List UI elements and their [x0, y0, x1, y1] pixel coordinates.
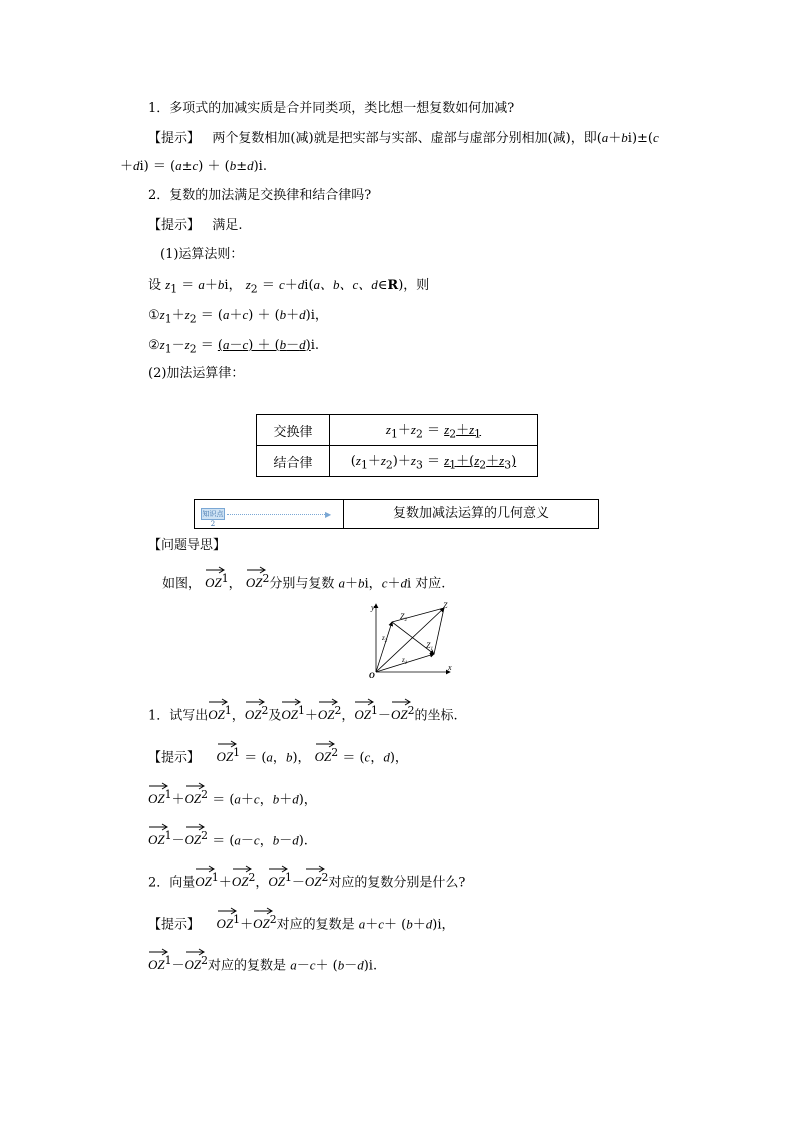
var-c: c — [253, 832, 260, 848]
plus-sign: ＋ — [286, 308, 300, 323]
underlined-answer — [444, 422, 482, 441]
in-sign: ∈ — [377, 278, 388, 293]
minus-sign: － — [171, 338, 185, 353]
subscript: 1 — [474, 427, 482, 441]
plus-sign: ＋ — [171, 308, 185, 323]
var-z: z — [165, 277, 171, 292]
subscript: 2 — [189, 312, 197, 326]
subscript: 2 — [479, 458, 487, 472]
subscript: 1 — [390, 427, 398, 441]
var-b: b — [279, 307, 287, 322]
plus-sign: ＋ — [240, 917, 254, 933]
circled-one: ① — [148, 308, 160, 323]
label-x: x — [448, 663, 452, 672]
imag-unit: i( — [304, 278, 314, 293]
law-name: 交换律 — [257, 415, 330, 446]
comma: ， — [259, 833, 273, 849]
var-a: a — [222, 337, 230, 352]
hint-4-label: 【提示】 — [148, 917, 201, 933]
vector-oz2: OZ — [318, 707, 335, 723]
formula-difference: $②z_1-z_2 = (a-c) + (b-d)i$. — [148, 337, 320, 356]
var-z: z — [380, 453, 386, 469]
imag-unit: i， — [364, 576, 382, 592]
minus-sign: － — [344, 958, 358, 974]
figure-intro — [162, 571, 445, 592]
underlined-answer: $z_1+(z_2+z_3)$ — [444, 453, 517, 472]
vector-oz1: OZ — [281, 707, 298, 723]
vector-oz2: OZ — [185, 832, 202, 848]
plus-sign: ＋ — [486, 454, 500, 470]
var-c: c — [278, 277, 285, 292]
section-title: 复数加减法运算的几何意义 — [392, 506, 549, 521]
var-z: z — [184, 337, 190, 352]
question-1 — [148, 101, 514, 117]
var-z: z — [469, 422, 475, 438]
var-c: c — [653, 130, 659, 145]
label-Z1: $Z_1$ — [426, 641, 433, 652]
var-b: b — [621, 130, 628, 145]
vector-oz2: OZ — [391, 707, 408, 723]
arrow-icon: ▶ — [325, 510, 332, 519]
vector-oz1: OZ — [205, 575, 222, 591]
var-c: c — [381, 575, 388, 591]
hint-1-label: 【提示】 — [148, 131, 201, 146]
imag-unit: i， — [224, 278, 242, 293]
superscript: 1 — [221, 572, 229, 585]
superscript: 2 — [262, 572, 270, 585]
edge-z1-z — [434, 608, 444, 654]
var-c: c — [242, 337, 249, 352]
vector-oz2: OZ — [245, 707, 262, 723]
plus-sign: ＋ ( — [315, 958, 338, 974]
sep: ， — [341, 708, 355, 724]
law-name: 结合律 — [257, 446, 330, 477]
var-d: d — [297, 277, 305, 292]
difference-coordinates — [148, 828, 308, 849]
comma: ， — [370, 750, 384, 766]
vector-oz2: OZ — [315, 749, 332, 765]
plus-sign: ＋ — [204, 278, 218, 293]
plus-sign: ＋ — [284, 278, 298, 293]
var-b: b — [229, 158, 237, 173]
minus-sign: － — [377, 708, 391, 724]
hint-4-end: )i， — [432, 917, 455, 933]
var-d: d — [400, 575, 407, 591]
eq-sign: ＝ — [261, 278, 275, 293]
circled-two: ② — [148, 338, 160, 353]
q4-pre: 2．向量 — [148, 875, 196, 891]
superscript: 2 — [248, 871, 256, 884]
and-word: 及 — [268, 708, 282, 724]
minus-sign: － — [286, 338, 300, 353]
var-a: a — [338, 575, 345, 591]
superscript: 1 — [224, 704, 232, 717]
var-b: b — [406, 916, 413, 932]
var-b: b — [217, 277, 225, 292]
pm-sign: ± — [236, 159, 248, 174]
hint-2-label: 【提示】 — [148, 218, 201, 233]
label-z1: $z_1$ — [402, 656, 408, 666]
vector-oz1: OZ — [354, 707, 371, 723]
section-banner — [194, 499, 599, 529]
eq-text: ) ＋ ( — [198, 159, 230, 174]
var-d: d — [357, 957, 364, 973]
vector-oz1: OZ — [148, 791, 165, 807]
close-paren: )， — [298, 792, 317, 808]
var-c: c — [378, 916, 385, 932]
var-d: d — [425, 916, 433, 932]
vector-oz2: OZ — [246, 575, 263, 591]
minus-sign: － — [291, 875, 305, 891]
eq-sign: ＝ — [181, 278, 195, 293]
eq-end: )i， — [305, 308, 328, 323]
superscript: 2 — [201, 954, 209, 967]
var-b: b — [285, 749, 293, 765]
comma: ， — [259, 792, 273, 808]
superscript: 2 — [201, 788, 209, 801]
var-d: d — [383, 749, 390, 765]
var-z: z — [410, 453, 416, 469]
def-pre: 设 — [148, 278, 162, 293]
plus-sign: ＋ — [397, 423, 411, 439]
var-a: a — [222, 307, 230, 322]
var-z: z — [385, 422, 391, 438]
var-d: d — [133, 158, 140, 173]
eq-text: i) ＝ ( — [139, 159, 176, 174]
var-z: z — [444, 453, 450, 469]
vector-oz1: OZ — [195, 874, 212, 890]
label-z2: $z_2$ — [382, 634, 388, 644]
var-c: c — [309, 957, 316, 973]
subscript: 2 — [449, 427, 457, 441]
table-row — [257, 446, 538, 477]
var-c: c — [192, 158, 199, 173]
plus-sign: ＋ — [240, 792, 254, 808]
eq-text: ＝ ( — [342, 750, 365, 766]
subscript: 1 — [360, 458, 368, 472]
hint-1 — [148, 130, 659, 147]
guide-label: 【问题导思】 — [148, 538, 227, 553]
plus-sign: ＋ — [608, 131, 622, 146]
question-4 — [148, 870, 465, 891]
parallelogram-figure — [362, 600, 458, 678]
plus-sign: ＋ ( — [384, 917, 407, 933]
vector-oz2: OZ — [253, 916, 270, 932]
var-z: z — [245, 277, 251, 292]
superscript: 2 — [334, 704, 342, 717]
var-a: a — [234, 832, 241, 848]
rule-1-heading — [160, 247, 243, 263]
knowledge-badge: 知识点2 — [202, 510, 224, 528]
var-d: d — [292, 791, 299, 807]
var-z: z — [159, 307, 165, 322]
var-z: z — [184, 307, 190, 322]
subscript: 2 — [250, 282, 258, 296]
subscript: 1 — [449, 458, 457, 472]
comma: ， — [272, 750, 286, 766]
superscript: 2 — [269, 913, 277, 926]
eq-text: ＝ ( — [200, 308, 223, 323]
close-paren: ). — [298, 833, 308, 849]
plus-sign: ＋ — [120, 159, 134, 174]
vector-oz2: OZ — [185, 791, 202, 807]
vector-oz1: OZ — [217, 749, 234, 765]
superscript: 1 — [233, 746, 241, 759]
eq-sign: ＝ — [426, 423, 440, 439]
sep: ， — [228, 576, 242, 592]
question-1-text: 1．多项式的加减实质是合并同类项，类比想一想复数如何加减? — [148, 101, 515, 116]
law-formula — [330, 415, 538, 446]
question-3 — [148, 703, 458, 724]
var-list: a、b、c、d — [313, 277, 378, 292]
plus-sign: ＋ — [171, 792, 185, 808]
label-Z: Z — [443, 601, 448, 610]
subscript: 1 — [170, 282, 178, 296]
var-a: a — [290, 957, 297, 973]
var-c: c — [253, 791, 260, 807]
vector-oz1: OZ — [148, 957, 165, 973]
close-paren: )， — [292, 750, 311, 766]
var-c: c — [364, 749, 371, 765]
question-2-text: 2．复数的加法满足交换律和结合律吗? — [148, 188, 372, 203]
var-b: b — [337, 957, 345, 973]
subscript: 2 — [385, 458, 393, 472]
subscript: 2 — [415, 427, 423, 441]
plus-sign: ＋ — [279, 792, 293, 808]
superscript: 1 — [164, 829, 172, 842]
table-row — [257, 415, 538, 446]
hint-3 — [148, 745, 408, 766]
eq-text: ＝ ( — [244, 750, 267, 766]
var-z: z — [499, 453, 505, 469]
plus-sign: ＋ — [304, 708, 318, 724]
minus-sign: － — [240, 833, 254, 849]
difference-complex — [148, 953, 377, 974]
minus-sign: － — [279, 833, 293, 849]
var-b: b — [272, 832, 280, 848]
plus-sign: ＋ — [412, 917, 426, 933]
vector-oz2: OZ — [305, 874, 322, 890]
last-end: )i. — [363, 958, 378, 974]
eq-sign: ＝ — [426, 454, 440, 470]
minus-sign: － — [171, 833, 185, 849]
var-a: a — [234, 791, 241, 807]
eq-text: ＝ — [200, 338, 218, 353]
guide-heading — [148, 538, 226, 554]
subscript: 2 — [189, 342, 197, 356]
var-z: z — [355, 453, 361, 469]
last-mid: 对应的复数是 — [208, 958, 287, 974]
rule-2-text: (2)加法运算律： — [148, 366, 245, 381]
plus-sign: ＋ — [229, 308, 243, 323]
rule-1-text: (1)运算法则： — [160, 247, 244, 262]
var-b: b — [272, 791, 280, 807]
superscript: 2 — [201, 829, 209, 842]
var-z: z — [444, 422, 450, 438]
superscript: 1 — [211, 871, 219, 884]
plus-sign: ＋ — [456, 423, 470, 439]
var-b: b — [279, 337, 287, 352]
eq-text: ＝ ( — [212, 792, 235, 808]
def-end: )，则 — [398, 278, 430, 293]
reals-symbol: R — [387, 278, 399, 293]
q3-end: 的坐标. — [414, 708, 458, 724]
var-b: b — [358, 575, 365, 591]
hint-2 — [148, 218, 243, 234]
eq-text: ) ＋ ( — [248, 308, 280, 323]
label-Z2: $Z_2$ — [400, 612, 407, 623]
superscript: 1 — [164, 954, 172, 967]
hint-4-mid: 对应的复数是 — [276, 917, 355, 933]
var-a: a — [266, 749, 273, 765]
eq-text: ＝ ( — [212, 833, 235, 849]
banner-left — [195, 500, 344, 528]
superscript: 2 — [261, 704, 269, 717]
plus-sign: ＋ — [367, 454, 381, 470]
var-d: d — [299, 307, 306, 322]
sum-coordinates — [148, 787, 317, 808]
var-d: d — [247, 158, 254, 173]
hint-3-label: 【提示】 — [148, 750, 201, 766]
var-a: a — [175, 158, 182, 173]
var-z: z — [410, 422, 416, 438]
label-y: y — [371, 603, 375, 612]
hint-2-text: 满足. — [212, 218, 243, 233]
vector-oz2: OZ — [232, 874, 249, 890]
hint-1-text: 两个复数相加(减)就是把实部与实部、虚部与虚部分别相加(减)，即( — [212, 131, 602, 146]
var-d: d — [299, 337, 306, 352]
intro-pre: 如图， — [162, 576, 202, 592]
var-z: z — [159, 337, 165, 352]
superscript: 2 — [407, 704, 415, 717]
eq-text: ) ＋ ( — [248, 338, 280, 353]
minus-sign: － — [229, 338, 243, 353]
q3-pre: 1．试写出 — [148, 708, 209, 724]
superscript: 1 — [371, 704, 378, 717]
q4-end: 对应的复数分别是什么? — [328, 875, 466, 891]
question-2 — [148, 188, 371, 204]
vector-oz1: OZ — [217, 916, 234, 932]
vector-oz2: OZ — [185, 957, 202, 973]
hint-4 — [148, 912, 455, 933]
pm-sign: ± — [181, 159, 193, 174]
superscript: 1 — [233, 913, 241, 926]
intro-end: i 对应. — [406, 576, 446, 592]
superscript: 2 — [331, 746, 339, 759]
sep: ， — [255, 875, 269, 891]
pm-text: )±( — [631, 131, 654, 146]
intro-mid: 分别与复数 — [269, 576, 335, 592]
var-a: a — [358, 916, 366, 932]
subscript: 1 — [164, 312, 172, 326]
formula-sum — [148, 307, 328, 328]
rule-2-heading — [148, 366, 244, 382]
superscript: 1 — [297, 704, 305, 717]
close-paren: )， — [389, 750, 408, 766]
plus-sign: ＋ — [397, 454, 411, 470]
plus-sign: ＋ — [345, 576, 359, 592]
var-a: a — [198, 277, 205, 292]
underlined-answer: (a－c) ＋ (b－d) — [217, 337, 311, 353]
laws-table — [256, 414, 538, 477]
sep: ， — [231, 708, 245, 724]
minus-sign: － — [296, 958, 310, 974]
plus-sign: ＋ — [456, 454, 470, 470]
hint-1-continued — [120, 158, 267, 175]
var-a: a — [601, 130, 609, 145]
superscript: 2 — [321, 871, 329, 884]
definition-line — [148, 277, 429, 298]
label-origin: O — [369, 671, 375, 678]
eq-text: )i. — [253, 159, 267, 174]
vector-oz1: OZ — [268, 874, 285, 890]
plus-sign: ＋ — [218, 875, 232, 891]
plus-sign: ＋ — [365, 917, 379, 933]
var-c: c — [242, 307, 249, 322]
law-formula: $(z_1+z_2)+z_3 = z_1+(z_2+z_3)$ — [330, 446, 538, 477]
dotted-divider — [227, 514, 327, 515]
vector-oz1: OZ — [208, 707, 225, 723]
subscript: 1 — [164, 342, 172, 356]
imag-unit: i — [627, 131, 632, 146]
vector-oz1: OZ — [148, 832, 165, 848]
var-d: d — [292, 832, 299, 848]
var-z: z — [474, 453, 480, 469]
minus-sign: － — [171, 958, 185, 974]
superscript: 1 — [284, 871, 292, 884]
superscript: 1 — [164, 788, 172, 801]
plus-sign: ＋ — [387, 576, 401, 592]
